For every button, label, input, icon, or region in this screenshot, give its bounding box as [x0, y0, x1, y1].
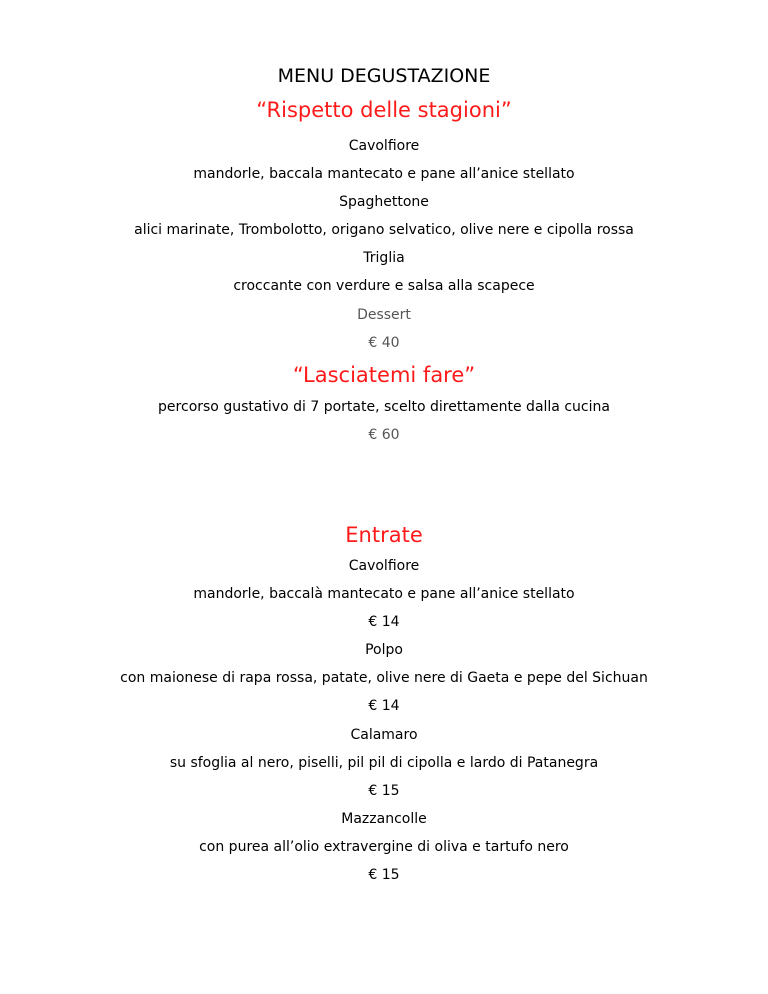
dish-name: Mazzancolle	[341, 811, 427, 827]
dish-name: Cavolfiore	[348, 558, 420, 574]
dish-description: su sfoglia al nero, piselli, pil pil di cipolla e lardo di Patanegra	[169, 755, 599, 771]
dish-name: Calamaro	[350, 727, 418, 743]
menu-price: € 40	[368, 335, 400, 351]
dish-price: € 14	[368, 698, 400, 714]
course-name: Dessert	[357, 307, 411, 323]
dish-description: mandorle, baccalà mantecato e pane all’anice stellato	[193, 586, 575, 602]
section-title-entrate: Entrate	[345, 523, 423, 547]
menu-description: percorso gustativo di 7 portate, scelto direttamente dalla cucina	[158, 399, 610, 415]
dish-description: con purea all’olio extravergine di oliva e tartufo nero	[199, 839, 569, 855]
tasting-menu-1-name: “Rispetto delle stagioni”	[256, 98, 512, 122]
course-description: alici marinate, Trombolotto, origano selvatico, olive nere e cipolla rossa	[134, 222, 634, 238]
menu-title: MENU DEGUSTAZIONE	[277, 65, 491, 87]
dish-price: € 14	[368, 614, 400, 630]
tasting-menu-2-name: “Lasciatemi fare”	[292, 363, 476, 387]
dish-price: € 15	[368, 867, 400, 883]
dish-name: Polpo	[365, 642, 403, 658]
course-description: mandorle, baccala mantecato e pane all’anice stellato	[193, 166, 575, 182]
menu-price: € 60	[368, 427, 400, 443]
course-name: Spaghettone	[339, 194, 429, 210]
dish-price: € 15	[368, 783, 400, 799]
course-name: Cavolfiore	[348, 138, 420, 154]
course-name: Triglia	[363, 250, 405, 266]
course-description: croccante con verdure e salsa alla scapece	[233, 278, 535, 294]
dish-description: con maionese di rapa rossa, patate, olive nere di Gaeta e pepe del Sichuan	[120, 670, 648, 686]
